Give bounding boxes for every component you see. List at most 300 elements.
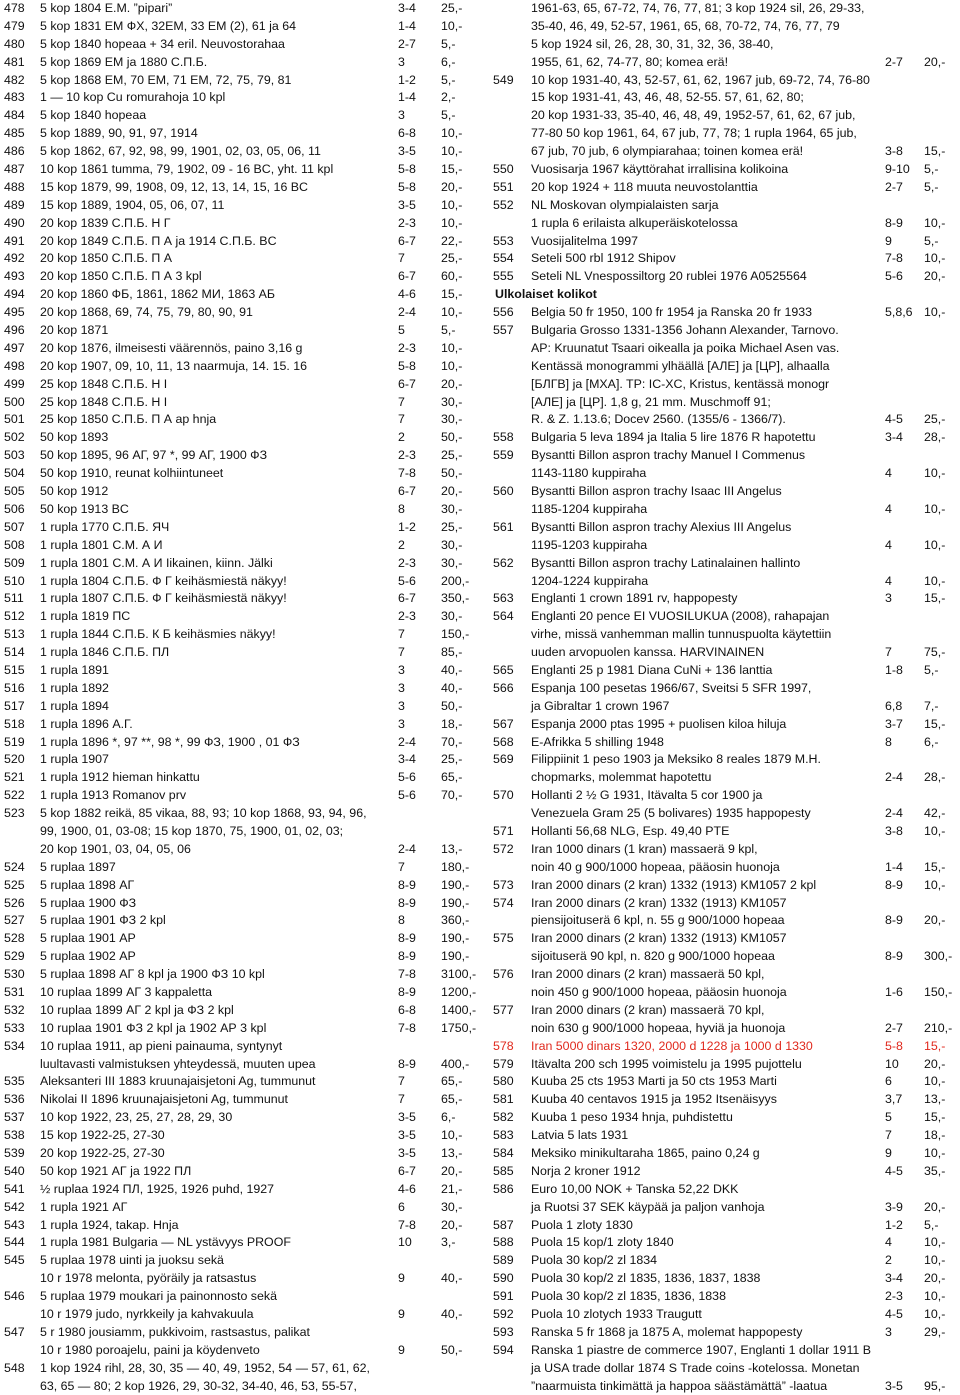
lot-description: 5 kop 1869 EM ja 1880 С.П.Б.: [40, 54, 208, 69]
lot-row: [487, 877, 960, 895]
lot-description: 5 r 1980 jousiamm, pukkivoim, rastsastus, palikat: [40, 1324, 310, 1339]
lot-number: 532: [4, 1002, 25, 1017]
lot-number: 503: [4, 448, 25, 463]
lot-row: [0, 1324, 470, 1342]
lot-row: [0, 1288, 470, 1306]
lot-price: 3,-: [441, 1235, 456, 1250]
lot-row-continuation: [487, 125, 960, 143]
lot-row: [487, 680, 960, 698]
lot-row: [0, 322, 470, 340]
lot-number: 591: [493, 1289, 514, 1304]
lot-price: 50,-: [441, 430, 463, 445]
lot-grade: 2-3: [398, 340, 416, 355]
lot-number: 481: [4, 54, 25, 69]
lot-price: 25,-: [441, 752, 463, 767]
lot-price: 20,-: [924, 1056, 946, 1071]
lot-description: 25 kop 1848 С.П.Б. H I: [40, 376, 168, 391]
lot-description: Belgia 50 fr 1950, 100 fr 1954 ja Ranska 20 fr 1933: [531, 305, 813, 320]
lot-price: 25,-: [441, 1, 463, 15]
lot-row: [0, 626, 470, 644]
lot-description: Iran 2000 dinars (2 kran) 1332 (1913) KM1057 2 kpl: [531, 877, 817, 892]
lot-row-continuation: [487, 537, 960, 555]
lot-price: 5,-: [924, 1217, 939, 1232]
lot-description: 50 kop 1895, 96 АГ, 97 *, 99 АГ, 1900 ФЗ: [40, 448, 268, 463]
lot-number: 564: [493, 609, 514, 624]
lot-description: 20 kop 1871: [40, 323, 109, 338]
lot-row: [0, 340, 470, 358]
lot-row-continuation: [487, 626, 960, 644]
lot-price: 6,-: [441, 1110, 456, 1125]
lot-number: 581: [493, 1092, 514, 1107]
lot-grade: 7-8: [398, 1217, 416, 1232]
lot-description: 1 rupla 1846 С.П.Б. ПЛ: [40, 645, 170, 660]
lot-description: 5 kop 1882 reikä, 85 vikaa, 88, 93; 10 kop 1868, 93, 94, 96,: [40, 806, 367, 821]
lot-row: [0, 608, 470, 626]
lot-row-continuation: [487, 644, 960, 662]
lot-row: [0, 107, 470, 125]
lot-number: 539: [4, 1146, 25, 1160]
lot-number: 569: [493, 752, 514, 767]
lot-price: 30,-: [441, 555, 463, 570]
lot-price: 10,-: [441, 144, 463, 159]
lot-number: 485: [4, 126, 25, 141]
lot-price: 10,-: [924, 501, 946, 516]
lot-number: 588: [493, 1235, 514, 1250]
lot-number: 593: [493, 1324, 514, 1339]
lot-grade: 4-5: [885, 412, 903, 427]
lot-grade: 6: [885, 1074, 892, 1089]
lot-row: [0, 644, 470, 662]
lot-row: [0, 161, 470, 179]
lot-description: 5 ruplaa 1978 uinti ja juoksu sekä: [40, 1253, 224, 1268]
lot-grade: 2-7: [885, 1020, 903, 1035]
lot-row: [0, 429, 470, 447]
lot-row: [487, 197, 960, 215]
lot-number: 565: [493, 662, 514, 677]
lot-grade: 4-6: [398, 287, 416, 302]
lot-row: [487, 1163, 960, 1181]
lot-number: 575: [493, 931, 514, 946]
lot-number: 486: [4, 144, 25, 159]
lot-row-continuation: [487, 18, 960, 36]
lot-row: [0, 877, 470, 895]
lot-grade: 7: [398, 859, 405, 874]
lot-row-continuation: [487, 465, 960, 483]
lot-price: 10,-: [924, 1289, 946, 1304]
lot-row: [487, 716, 960, 734]
lot-price: 10,-: [441, 126, 463, 141]
lot-grade: 2-7: [885, 179, 903, 194]
lot-number: 527: [4, 913, 25, 928]
lot-grade: 3-5: [398, 1128, 416, 1143]
lot-row: [0, 1109, 470, 1127]
lot-number: 590: [493, 1271, 514, 1286]
lot-price: 20,-: [441, 484, 463, 499]
lot-row: [0, 125, 470, 143]
lot-number: 553: [493, 233, 514, 248]
lot-number: 561: [493, 519, 514, 534]
lot-description: 1 rupla 1801 С.М. А И: [40, 537, 163, 552]
lot-row-continuation: [0, 1342, 470, 1360]
lot-description: Kuuba 25 cts 1953 Marti ja 50 cts 1953 Marti: [531, 1074, 777, 1089]
lot-description: 5 ruplaa 1979 moukari ja painonnosto sekä: [40, 1289, 277, 1304]
lot-number: 533: [4, 1020, 25, 1035]
lot-row: [0, 18, 470, 36]
lot-price: 15,-: [924, 144, 946, 159]
lot-number: 497: [4, 340, 25, 355]
lot-description: 10 kop 1861 tumma, 79, 1902, 09 - 16 BC, yht. 11 kpl: [40, 162, 334, 177]
lot-row: [0, 769, 470, 787]
lot-grade: 4: [885, 501, 892, 516]
lot-row: [0, 286, 470, 304]
lot-number: 499: [4, 376, 25, 391]
lot-grade: 5,8,6: [885, 305, 913, 320]
lot-row: [0, 54, 470, 72]
lot-number: 514: [4, 645, 25, 660]
lot-price: 20,-: [924, 269, 946, 284]
lot-price: 10,-: [924, 215, 946, 230]
lot-number: 522: [4, 788, 25, 803]
lot-row: [0, 233, 470, 251]
lot-grade: 3-8: [885, 144, 903, 159]
lot-row-continuation: [487, 1199, 960, 1217]
lot-description: 5 ruplaa 1901 ФЗ 2 kpl: [40, 913, 166, 928]
lot-grade: 1-6: [885, 984, 903, 999]
lot-description: 20 kop 1860 ФБ, 1861, 1862 МИ, 1863 АБ: [40, 287, 276, 302]
lot-grade: 3: [885, 591, 892, 606]
lot-row: [487, 662, 960, 680]
lot-price: 15,-: [441, 287, 463, 302]
lot-row: [487, 250, 960, 268]
lot-number: 521: [4, 770, 25, 785]
lot-description: 1955, 61, 62, 74-77, 80; komea erä!: [531, 54, 729, 69]
lot-row: [0, 465, 470, 483]
lot-price: 50,-: [441, 466, 463, 481]
lot-description: Puola 10 zlotych 1933 Traugutt: [531, 1307, 702, 1322]
lot-grade: 8-9: [398, 949, 416, 964]
lot-grade: 10: [885, 1056, 899, 1071]
lot-row: [0, 948, 470, 966]
lot-row: [0, 1181, 470, 1199]
lot-grade: 3-5: [398, 1110, 416, 1125]
lot-row-continuation: [0, 1378, 470, 1395]
lot-number: 548: [4, 1360, 25, 1375]
lot-price: 13,-: [441, 1146, 463, 1160]
lot-row: [0, 36, 470, 54]
lot-description: 25 kop 1850 С.П.Б. П А ap hnja: [40, 412, 217, 427]
lot-price: 10,-: [924, 1307, 946, 1322]
lot-price: 22,-: [441, 233, 463, 248]
lot-description: 20 kop 1876, ilmeisesti väärennös, paino 3,16 g: [40, 340, 303, 355]
lot-row: [487, 72, 960, 90]
lot-grade: 2-4: [398, 305, 416, 320]
lot-price: 25,-: [441, 251, 463, 266]
lot-number: 498: [4, 358, 25, 373]
lot-grade: 3-4: [885, 1271, 903, 1286]
lot-number: 509: [4, 555, 25, 570]
lot-grade: 5-8: [398, 179, 416, 194]
lot-description: Iran 1000 dinars (1 kran) massaerä 9 kpl,: [531, 841, 758, 856]
lot-row-continuation: [487, 89, 960, 107]
lot-number: 542: [4, 1199, 25, 1214]
lot-row-continuation: [487, 573, 960, 591]
lot-description: 5 kop 1804 E.M. ”pipari”: [40, 1, 173, 15]
lot-grade: 1-4: [398, 18, 416, 33]
lot-grade: 3-5: [398, 1146, 416, 1160]
lot-description: 99, 1900, 01, 03-08; 15 kop 1870, 75, 1900, 01, 02, 03;: [40, 823, 344, 838]
lot-grade: 4: [885, 1235, 892, 1250]
lot-row-continuation: [487, 143, 960, 161]
lot-grade: 1-4: [885, 859, 903, 874]
lot-grade: 5-6: [885, 269, 903, 284]
lot-price: 1200,-: [441, 984, 477, 999]
lot-grade: 6-7: [398, 484, 416, 499]
lot-price: 5,-: [924, 233, 939, 248]
lot-description: 20 kop 1931-33, 35-40, 46, 48, 49, 1952-57, 61, 62, 67 jub,: [531, 108, 856, 123]
lot-number: 583: [493, 1128, 514, 1143]
lot-price: 10,-: [924, 1235, 946, 1250]
lot-description: 1 rupla 6 erilaista alkuperäiskotelossa: [531, 215, 738, 230]
lot-number: 478: [4, 1, 25, 15]
lot-row: [487, 1306, 960, 1324]
lot-grade: 3: [398, 54, 405, 69]
lot-row: [0, 89, 470, 107]
lot-number: 587: [493, 1217, 514, 1232]
lot-price: 3100,-: [441, 967, 477, 982]
lot-row: [0, 0, 470, 18]
lot-description: 20 kop 1868, 69, 74, 75, 79, 80, 90, 91: [40, 305, 253, 320]
lot-grade: 9: [398, 1271, 405, 1286]
lot-row: [0, 376, 470, 394]
lot-grade: 3-9: [885, 1199, 903, 1214]
lot-row: [487, 1127, 960, 1145]
lot-number: 491: [4, 233, 25, 248]
lot-row: [487, 1073, 960, 1091]
lot-number: 558: [493, 430, 514, 445]
lot-number: 490: [4, 215, 25, 230]
lot-row: [0, 1020, 477, 1038]
lot-grade: 7-8: [398, 1020, 416, 1035]
lot-row: [487, 1324, 960, 1342]
lot-row: [0, 1073, 470, 1091]
lot-row-continuation: [487, 340, 960, 358]
lot-row-continuation: [487, 394, 960, 412]
lot-row: [0, 930, 470, 948]
lot-description: ja USA trade dollar 1874 S Trade coins -kotelossa. Monetan: [531, 1360, 860, 1375]
lot-row-continuation: [487, 376, 960, 394]
lot-number: 506: [4, 501, 25, 516]
lot-description: 10 kop 1931-40, 43, 52-57, 61, 62, 1967 jub, 69-72, 74, 76-80: [531, 72, 870, 87]
lot-price: 10,-: [924, 1146, 946, 1160]
lot-description: 1 rupla 1892: [40, 680, 109, 695]
lot-price: 30,-: [441, 1199, 463, 1214]
lot-description: Nikolai II 1896 kruunajaisjetoni Ag, tummunut: [40, 1092, 288, 1107]
lot-price: 5,-: [441, 72, 456, 87]
lot-description: Ranska 5 fr 1868 ja 1875 A, molemat happopesty: [531, 1324, 803, 1339]
lot-description: 5 ruplaa 1902 АР: [40, 949, 136, 964]
lot-grade: 6: [398, 1199, 405, 1214]
lot-price: 10,-: [441, 340, 463, 355]
lot-row-continuation: [487, 859, 960, 877]
lot-price: 25,-: [441, 519, 463, 534]
lot-description: 1 rupla 1912 hieman hinkattu: [40, 770, 200, 785]
lot-number: 482: [4, 72, 25, 87]
lot-description: 20 kop 1907, 09, 10, 11, 13 naarmuja, 14. 15. 16: [40, 358, 308, 373]
lot-price: 5,-: [924, 162, 939, 177]
lot-price: 95,-: [924, 1378, 946, 1393]
lot-description: 20 kop 1849 С.П.Б. П А ja 1914 С.П.Б. BC: [40, 233, 277, 248]
lot-description: 1 — 10 kop Cu romurahoja 10 kpl: [40, 90, 226, 105]
lot-number: 550: [493, 162, 514, 177]
lot-price: 400,-: [441, 1056, 470, 1071]
lot-row: [0, 984, 477, 1002]
lot-grade: 6-7: [398, 1163, 416, 1178]
lot-grade: 4: [885, 537, 892, 552]
lot-row-continuation: [487, 805, 960, 823]
lot-number: 480: [4, 36, 25, 51]
lot-number: 526: [4, 895, 25, 910]
lot-description: 5 ruplaa 1897: [40, 859, 116, 874]
lot-row: [487, 1270, 960, 1288]
lot-price: 40,-: [441, 680, 463, 695]
lot-description: 5 ruplaa 1900 ФЗ: [40, 895, 137, 910]
lot-number: 524: [4, 859, 25, 874]
lot-row: [487, 483, 960, 501]
lot-grade: 2-4: [885, 770, 903, 785]
lot-number: 589: [493, 1253, 514, 1268]
lot-price: 10,-: [924, 537, 946, 552]
lot-number: 540: [4, 1163, 25, 1178]
lot-price: 50,-: [441, 1342, 463, 1357]
lot-description: Puola 30 kop/2 zl 1835, 1836, 1838: [531, 1289, 726, 1304]
lot-description: Englanti 1 crown 1891 rv, happopesty: [531, 591, 738, 606]
lot-description: 20 kop 1901, 03, 04, 05, 06: [40, 841, 191, 856]
lot-description: Venezuela Gram 25 (5 bolivares) 1935 happopesty: [531, 806, 811, 821]
lot-number: 513: [4, 627, 25, 642]
lot-price: 5,-: [441, 108, 456, 123]
lot-price: 190,-: [441, 895, 470, 910]
lot-grade: 3: [398, 698, 405, 713]
lot-description: Puola 15 kop/1 zloty 1840: [531, 1235, 674, 1250]
lot-row-continuation: [487, 501, 960, 519]
lot-grade: 2-3: [398, 215, 416, 230]
lot-grade: 8-9: [398, 931, 416, 946]
lot-price: 190,-: [441, 877, 470, 892]
lot-description: 15 kop 1922-25, 27-30: [40, 1128, 165, 1143]
lot-price: 15,-: [924, 1038, 946, 1053]
lot-price: 10,-: [441, 305, 463, 320]
lot-description: 67 jub, 70 jub, 6 olympiarahaa; toinen komea erä!: [531, 144, 804, 159]
lot-description: Bulgaria Grosso 1331-1356 Johann Alexander, Tarnovo.: [531, 323, 839, 338]
lot-description: 10 r 1978 melonta, pyöräily ja ratsastus: [40, 1271, 257, 1286]
lot-description: 20 kop 1850 С.П.Б. П А 3 kpl: [40, 269, 202, 284]
lot-number: 488: [4, 179, 25, 194]
lot-price: 40,-: [441, 1307, 463, 1322]
lot-number: 487: [4, 162, 25, 177]
lot-row-continuation: [487, 698, 960, 716]
lot-grade: 2-4: [398, 841, 416, 856]
lot-grade: 7: [398, 394, 405, 409]
lot-price: 1400,-: [441, 1002, 477, 1017]
lot-grade: 4-6: [398, 1181, 416, 1196]
lot-description: 1 rupla 1894: [40, 698, 109, 713]
lot-description: 50 kop 1893: [40, 430, 109, 445]
lot-number: 566: [493, 680, 514, 695]
lot-grade: 4-5: [885, 1163, 903, 1178]
lot-description: 1 rupla 1896 *, 97 **, 98 *, 99 ФЗ, 1900 , 01 ФЗ: [40, 734, 300, 749]
lot-row-continuation: [487, 984, 960, 1002]
lot-grade: 2: [398, 430, 405, 445]
lot-grade: 2-7: [885, 54, 903, 69]
lot-number: 560: [493, 484, 514, 499]
lot-number: 535: [4, 1074, 25, 1089]
lot-price: 25,-: [441, 448, 463, 463]
lot-description: Iran 2000 dinars (2 kran) massaerä 50 kpl,: [531, 967, 765, 982]
lot-description: Espanja 100 pesetas 1966/67, Sveitsi 5 SFR 1997,: [531, 680, 812, 695]
lot-number: 537: [4, 1110, 25, 1125]
lot-description: 1 rupla 1913 Romanov prv: [40, 788, 187, 803]
lot-description: Norja 2 kroner 1912: [531, 1163, 641, 1178]
lot-description: noin 450 g 900/1000 hopeaa, pääosin huonoja: [531, 984, 787, 999]
lot-row: [487, 429, 960, 447]
lot-description: 5 ruplaa 1898 АГ: [40, 877, 135, 892]
lot-grade: 5: [398, 323, 405, 338]
lot-description: 25 kop 1848 С.П.Б. H I: [40, 394, 168, 409]
lot-grade: 8-9: [398, 984, 416, 999]
lot-description: 1185-1204 kuppiraha: [531, 501, 648, 516]
lot-description: 5 kop 1862, 67, 92, 98, 99, 1901, 02, 03, 05, 06, 11: [40, 144, 321, 159]
lot-row: [0, 1038, 470, 1056]
lot-row: [0, 1163, 470, 1181]
lot-grade: 7-8: [885, 251, 903, 266]
lot-description: chopmarks, molemmat hapotettu: [531, 770, 712, 785]
lot-grade: 7: [885, 645, 892, 660]
lot-row: [487, 447, 960, 465]
lot-row: [0, 573, 470, 591]
lot-grade: 5-6: [398, 770, 416, 785]
lot-price: 15,-: [924, 859, 946, 874]
lot-number: 512: [4, 609, 25, 624]
lot-price: 7,-: [924, 698, 939, 713]
lot-price: 40,-: [441, 1271, 463, 1286]
lot-row: [487, 1091, 960, 1109]
lot-number: 536: [4, 1092, 25, 1107]
lot-grade: 3-4: [398, 1, 416, 15]
lot-grade: 8: [885, 734, 892, 749]
lot-row-continuation: [0, 1270, 470, 1288]
lot-grade: 3-5: [398, 197, 416, 212]
lot-price: 5,-: [441, 323, 456, 338]
lot-description: Puola 30 kop/2 zl 1835, 1836, 1837, 1838: [531, 1271, 761, 1286]
lot-description: 20 kop 1839 С.П.Б. H Г: [40, 215, 171, 230]
lot-row-continuation: [487, 1378, 960, 1395]
lot-price: 1750,-: [441, 1020, 477, 1035]
lot-price: 65,-: [441, 770, 463, 785]
lot-price: 150,-: [924, 984, 953, 999]
lot-number: 504: [4, 466, 25, 481]
lot-price: 25,-: [924, 412, 946, 427]
lot-price: 13,-: [924, 1092, 946, 1107]
lot-number: 538: [4, 1128, 25, 1143]
lot-grade: 8-9: [885, 877, 903, 892]
lot-price: 65,-: [441, 1074, 463, 1089]
lot-number: 585: [493, 1163, 514, 1178]
lot-grade: 6-7: [398, 269, 416, 284]
lot-description: 1 rupla 1924, takap. Hnja: [40, 1217, 179, 1232]
lot-row: [487, 1252, 960, 1270]
lot-number: 543: [4, 1217, 25, 1232]
lot-row: [0, 805, 470, 823]
